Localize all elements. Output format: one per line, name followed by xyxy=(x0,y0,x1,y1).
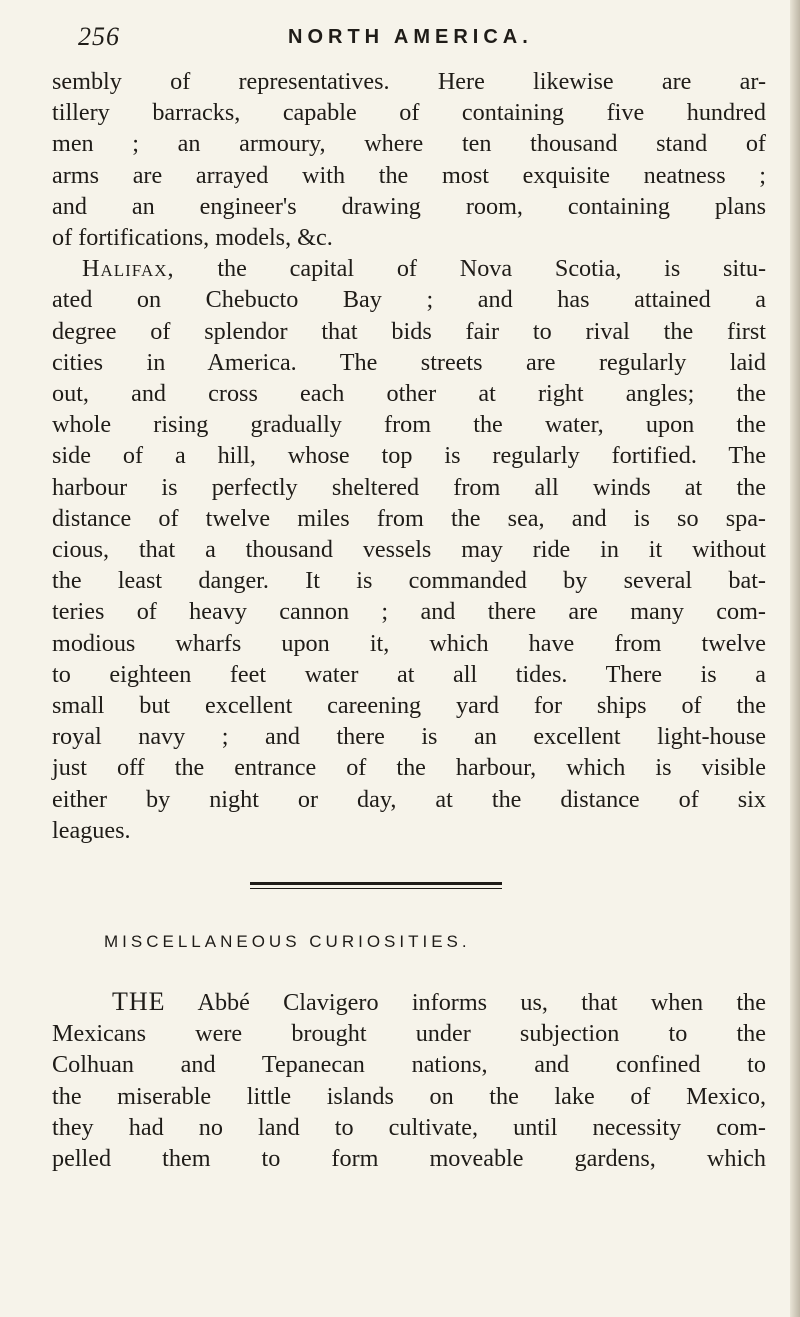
text-line: royal navy ; and there is an excellent light-house xyxy=(52,723,766,751)
text-line: they had no land to cultivate, until necessity com- xyxy=(52,1113,766,1141)
text-line: cities in America. The streets are regularly laid xyxy=(52,348,766,376)
running-head: NORTH AMERICA. xyxy=(288,26,533,48)
place-name-halifax: Halifax, xyxy=(82,255,175,283)
text-line: and an engineer's drawing room, containing plans xyxy=(52,192,766,220)
divider-thin-rule xyxy=(250,888,502,889)
text-line: Colhuan and Tepanecan nations, and confined to xyxy=(52,1051,766,1079)
text-fragment: the capital of Nova Scotia, is situ- xyxy=(174,255,766,283)
paragraph-opening-line xyxy=(52,986,766,1018)
main-text-block xyxy=(52,66,766,846)
text-line: arms are arrayed with the most exquisite neatness ; xyxy=(52,161,766,189)
paragraph-2 xyxy=(52,253,766,846)
text-line: harbour is perfectly sheltered from all winds at the xyxy=(52,473,766,501)
section-heading: MISCELLANEOUS CURIOSITIES. xyxy=(104,932,471,951)
paragraph-opening-line xyxy=(52,253,766,284)
divider-thick-rule xyxy=(250,882,502,885)
text-line: the miserable little islands on the lake of Mexico, xyxy=(52,1082,766,1110)
opening-word: THE xyxy=(112,987,166,1016)
text-line: whole rising gradually from the water, upon the xyxy=(52,411,766,439)
text-line: leagues. xyxy=(52,816,131,844)
text-line: to eighteen feet water at all tides. There is a xyxy=(52,660,766,688)
text-line: of fortifications, models, &c. xyxy=(52,224,333,252)
paragraph-3 xyxy=(52,986,766,1174)
text-line: modious wharfs upon it, which have from twelve xyxy=(52,629,766,657)
section-divider xyxy=(250,882,502,890)
text-line: small but excellent careening yard for ships of the xyxy=(52,692,766,720)
text-line: tillery barracks, capable of containing five hundred xyxy=(52,99,766,127)
text-line: distance of twelve miles from the sea, and is so spa- xyxy=(52,504,766,532)
text-line: Mexicans were brought under subjection to the xyxy=(52,1020,766,1048)
text-line: either by night or day, at the distance of six xyxy=(52,785,766,813)
text-line: cious, that a thousand vessels may ride in it without xyxy=(52,536,766,564)
text-line: men ; an armoury, where ten thousand stand of xyxy=(52,130,766,158)
paragraph-1 xyxy=(52,66,766,253)
text-line: sembly of representatives. Here likewise are ar- xyxy=(52,68,766,95)
text-line: out, and cross each other at right angles; the xyxy=(52,380,766,408)
text-line: side of a hill, whose top is regularly fortified. The xyxy=(52,442,766,470)
text-line: teries of heavy cannon ; and there are many com- xyxy=(52,598,766,626)
page-header xyxy=(78,22,758,62)
section-text-block xyxy=(52,986,766,1174)
text-fragment: Abbé Clavigero informs us, that when the xyxy=(165,989,766,1016)
text-line: pelled them to form moveable gardens, which xyxy=(52,1145,766,1173)
page-edge-shadow xyxy=(790,0,800,1317)
text-line: degree of splendor that bids fair to rival the first xyxy=(52,317,766,345)
text-line: the least danger. It is commanded by several bat- xyxy=(52,567,766,595)
page-number: 256 xyxy=(78,22,120,51)
text-line: just off the entrance of the harbour, which is visible xyxy=(52,754,766,782)
text-line: ated on Chebucto Bay ; and has attained a xyxy=(52,286,766,314)
